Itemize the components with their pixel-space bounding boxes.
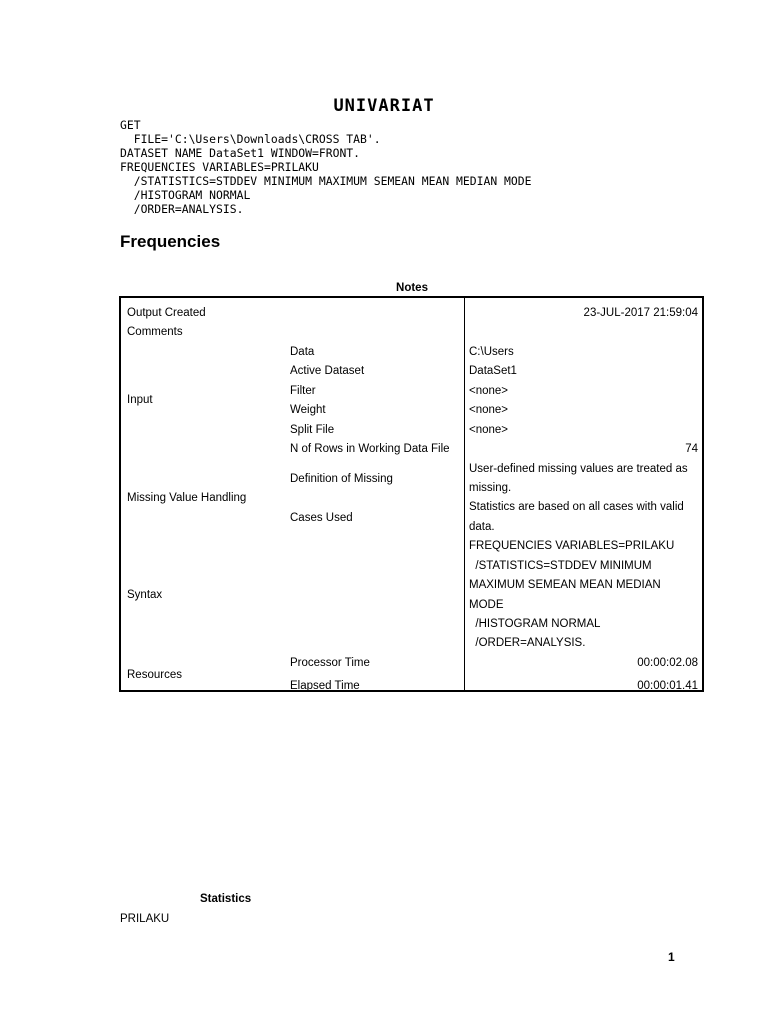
weight-label: Weight [290, 404, 326, 416]
definition-of-missing-label: Definition of Missing [290, 473, 393, 485]
syntax-line: FILE='C:\Users\Downloads\CROSS TAB'. [120, 132, 381, 146]
syntax-value-line: MAXIMUM SEMEAN MEAN MEDIAN [469, 579, 661, 591]
cases-used-label: Cases Used [290, 512, 353, 524]
syntax-label: Syntax [127, 589, 163, 601]
page-number: 1 [668, 950, 675, 964]
n-rows-value: 74 [685, 443, 698, 455]
notes-caption: Notes [396, 282, 428, 294]
weight-value: <none> [469, 404, 509, 416]
syntax-line: DATASET NAME DataSet1 WINDOW=FRONT. [120, 146, 361, 160]
elapsed-time-value: 00:00:01.41 [637, 680, 698, 692]
active-dataset-value: DataSet1 [469, 365, 517, 377]
page-title: UNIVARIAT [333, 96, 435, 116]
syntax-line: /STATISTICS=STDDEV MINIMUM MAXIMUM SEMEAN MEAN MEDIAN MODE [120, 174, 532, 188]
syntax-line: FREQUENCIES VARIABLES=PRILAKU [120, 160, 319, 174]
syntax-value-line: /HISTOGRAM NORMAL [469, 618, 601, 630]
filter-label: Filter [290, 385, 316, 397]
section-heading: Frequencies [120, 232, 221, 251]
definition-of-missing-value-cont: missing. [469, 482, 512, 494]
processor-time-value: 00:00:02.08 [637, 657, 698, 669]
syntax-value-line: /ORDER=ANALYSIS. [469, 637, 586, 649]
syntax-line: /ORDER=ANALYSIS. [120, 202, 244, 216]
syntax-line: GET [120, 118, 141, 132]
data-value: C:\Users [469, 346, 514, 358]
statistics-caption: Statistics [200, 893, 252, 905]
output-created-value: 23-JUL-2017 21:59:04 [583, 307, 698, 319]
column-divider [464, 298, 465, 690]
statistics-variable: PRILAKU [120, 913, 170, 925]
cases-used-value-cont: data. [469, 521, 495, 533]
filter-value: <none> [469, 385, 509, 397]
comments-label: Comments [127, 326, 183, 338]
split-file-value: <none> [469, 424, 509, 436]
notes-table [119, 296, 704, 692]
resources-label: Resources [127, 669, 182, 681]
active-dataset-label: Active Dataset [290, 365, 365, 377]
processor-time-label: Processor Time [290, 657, 370, 669]
syntax-value-line: FREQUENCIES VARIABLES=PRILAKU [469, 540, 675, 552]
split-file-label: Split File [290, 424, 335, 436]
definition-of-missing-value: User-defined missing values are treated as [469, 463, 688, 475]
syntax-line: /HISTOGRAM NORMAL [120, 188, 251, 202]
data-label: Data [290, 346, 315, 358]
cases-used-value: Statistics are based on all cases with valid [469, 501, 684, 513]
syntax-block [120, 118, 531, 216]
n-rows-label: N of Rows in Working Data File [290, 443, 450, 455]
syntax-value-line: MODE [469, 599, 504, 611]
missing-value-handling-label: Missing Value Handling [127, 492, 247, 504]
syntax-value-line: /STATISTICS=STDDEV MINIMUM [469, 560, 652, 572]
elapsed-time-label: Elapsed Time [290, 680, 360, 692]
output-created-label: Output Created [127, 307, 206, 319]
input-label: Input [127, 394, 153, 406]
